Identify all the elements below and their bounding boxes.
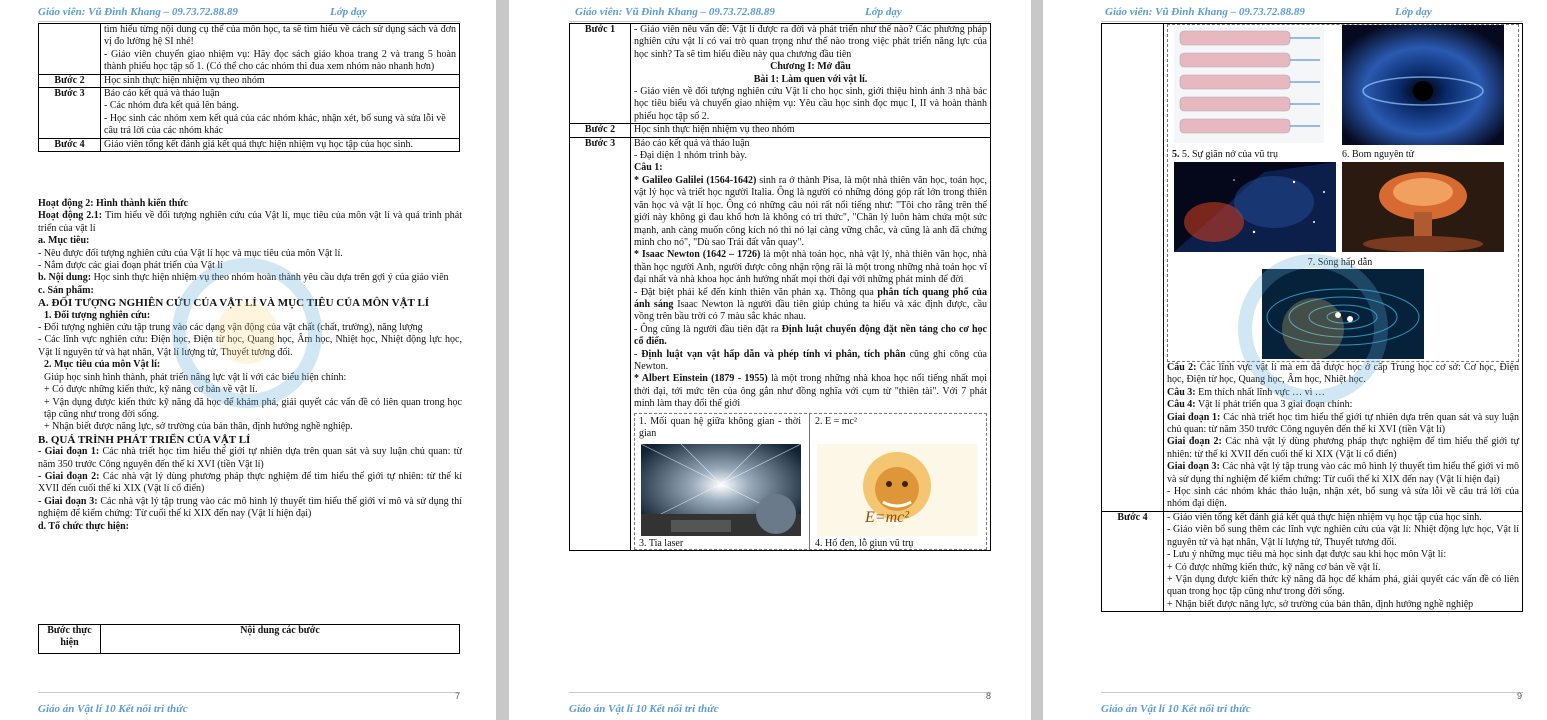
page-footer: Giáo án Vật lí 10 Kết nối tri thức <box>38 703 188 715</box>
page-header <box>38 6 367 18</box>
universe-expansion-image <box>1174 162 1336 252</box>
steps-table <box>569 23 991 551</box>
step-label: Bước 1 <box>570 24 631 124</box>
steps-table-top <box>38 23 460 152</box>
steps-table <box>1101 23 1523 612</box>
step-label: Bước 3 <box>570 137 631 550</box>
caption: 5. 5. Sự giãn nở của vũ trụ <box>1172 149 1278 160</box>
einstein-portrait-image <box>817 444 977 536</box>
header-teacher: Giáo viên: Vũ Đình Khang – 09.73.72.88.89 <box>38 6 238 18</box>
column-header-content: Nội dung các bước <box>101 625 460 654</box>
page-number: 7 <box>455 691 461 701</box>
svg-text:E=mc²: E=mc² <box>865 508 910 526</box>
gravitational-waves-image <box>1262 269 1424 359</box>
table-cell: tìm hiểu từng nội dung cụ thể của môn học, ta sẽ tìm hiểu về cách sử dụng sách và đơn vị đo lường hệ SI nhé! - Giáo viên chuyển giao nhiệm vụ: Hãy đọc sách giáo khoa trang 2 và trang 5 hoàn thành phiếu học tập số 1. (Có thể cho các nhóm thi đua xem nhóm nào nhanh hơn) <box>101 24 460 75</box>
atomic-bomb-image <box>1342 162 1504 252</box>
table-cell: - Giáo viên tổng kết đánh giá kết quả thực hiện nhiệm vụ học tập của học sinh. - Giáo viên bổ sung thêm các lĩnh vực nghiên cứu của vật lí: Nhiệt động lực học, Vật lí nguyên tử và hạt nhân, Vật lí lượng tử, Thuyết tương đối. - Lưu ý những mục tiêu mà học sinh đạt được sau khi học môn Vật lí: + Có được những kiến thức, kỹ năng cơ bản về vật lí. + Vận dụng được kiến thức kỹ năng đã học để khám phá, giải quyết các vấn đề có liên quan trong học tập cũng như trong đời sống. + Nhận biết được năng lực, sở trường của bản thân, định hướng nghề nghiệp <box>1164 511 1523 611</box>
table-cell: Báo cáo kết quả và thảo luận - Đại diện 1 nhóm trình bày. Câu 1: * Galileo Galilei (1564-1642) sinh ra ở thành Pisa, là một nhà thiên văn học, toán học, vật lý học và triết học người Italia. Ông là người có những đóng góp rất lớn trong thiên văn học và vật lí học. Ông có những câu nói rất nổi tiếng như: "Tôi cho rằng trên thế giới này không gì đau khổ hơn là không có tri thức", "Chân lý luôn hàm chứa một sức mạnh, anh càng muốn công kích nó thì nó lại càng vững chắc, và cũng là anh đã chứng minh cho nó", "Dù sao Trái đất vẫn quay". * Isaac Newton (1642 – 1726) là một nhà toán học, nhà vật lý, nhà thiên văn học, nhà thần học người Anh, người được công nhận rộng rãi là một trong những nhà toán học vĩ đại nhất và nhà khoa học ảnh hưởng nhất mọi thời đại với những phát minh để đời - Đặt biệt phải kể đến kính thiên văn phản xạ. Thông qua phân tích quang phổ của ánh sáng Isaac Newton là người đầu tiên giúp chúng ta hiểu và xác định được, cầu vồng trên bầu trời có 7 màu sắc khác nhau. - Ông cũng là người đầu tiên đặt ra Định luật chuyển động đặt nền tảng cho cơ học cổ điển. - Định luật vạn vật hấp dẫn và phép tính vi phân, tích phân cũng ghi công của Newton. * Albert Einstein (1879 - 1955) là một trong những nhà khoa học nổi tiếng nhất mọi thời đại, tới mức tên của ông gắn như đồng nghĩa với cụm từ "thiên tài". Với 7 phát minh làm thay đổi thế giới 1. Mối quan hệ giữa không gian - thời gian 2. E = mc² E=mc² 3. Tia laser 4. Hố đen, lỗ giun vũ trụ <box>631 137 991 550</box>
page-number: 8 <box>986 691 992 701</box>
step-label: Bước 2 <box>570 124 631 137</box>
caption: 1. Mối quan hệ giữa không gian - thời gian <box>639 415 801 439</box>
table-cell: - Giáo viên nêu vấn đề: Vật lí được ra đời và phát triển như thế nào? Các phương pháp nghiên cứu vật lí có vai trò quan trọng như thế nào trong việc phát triển năng lực của học sinh? Ta sẽ tìm hiểu điều này qua chương đầu tiên Chương I: Mở đầu Bài 1: Làm quen với vật lí. - Giáo viên về đối tượng nghiên cứu Vật lí cho học sinh, giới thiệu hình ảnh 3 nhà bác học tiêu biểu và chuyển giao nhiệm vụ: Yêu cầu học sinh đọc mục I, II và hoàn thành phiếu học tập số 2. <box>631 24 991 124</box>
table-cell: Học sinh thực hiện nhiệm vụ theo nhóm <box>631 124 991 137</box>
section-b-title: B. QUÁ TRÌNH PHÁT TRIỂN CỦA VẬT LÍ <box>38 433 251 446</box>
page-8 <box>509 0 1031 720</box>
table-cell: Học sinh thực hiện nhiệm vụ theo nhóm <box>101 74 460 87</box>
page-number: 9 <box>1517 691 1523 701</box>
chapter-title: Chương I: Mở đầu <box>770 61 851 73</box>
page-footer: Giáo án Vật lí 10 Kết nối tri thức <box>1101 703 1251 715</box>
spacetime-tunnel-image <box>641 444 801 536</box>
page-header: Giáo viên: Vũ Đình Khang – 09.73.72.88.89 Lớp dạy <box>575 6 902 18</box>
black-hole-image <box>1342 25 1504 145</box>
laser-tubes-image <box>1174 27 1324 143</box>
header-rule <box>38 21 460 22</box>
step-label: Bước 4 <box>1102 511 1164 611</box>
page-footer: Giáo án Vật lí 10 Kết nối tri thức <box>569 703 719 715</box>
table-cell: Giáo viên tổng kết đánh giá kết quả thực hiện nhiệm vụ học tập của học sinh. <box>101 138 460 151</box>
step-label: Bước 3 <box>39 88 101 139</box>
steps-table-header <box>38 624 460 654</box>
step-label: Bước 4 <box>39 138 101 151</box>
table-cell: Báo cáo kết quả và thảo luận - Các nhóm đưa kết quả lên bảng. - Học sinh các nhóm xem kết quả của các nhóm khác, nhận xét, bổ sung và sửa lỗi về câu trả lời của các nhóm khác <box>101 88 460 139</box>
page-header: Giáo viên: Vũ Đình Khang – 09.73.72.88.89 Lớp dạy <box>1105 6 1432 18</box>
caption: 3. Tia laser <box>639 537 684 549</box>
caption: 7. Sóng hấp dẫn <box>1307 257 1373 268</box>
inventions-grid <box>634 413 987 550</box>
inventions-grid-continued <box>1167 24 1519 362</box>
step-label: Bước 2 <box>39 74 101 87</box>
caption: 6. Bom nguyên tử <box>1342 149 1415 160</box>
lesson-title: Bài 1: Làm quen với vật lí. <box>753 73 868 85</box>
caption: 4. Hố đen, lỗ giun vũ trụ <box>815 537 914 549</box>
table-cell: 5. 5. Sự giãn nở của vũ trụ 6. Bom nguyên tử 7. Sóng hấp dẫn Câu 2: Các lĩnh vực vật lí mà em đã được học ở cấp Trung học cơ sở: Cơ học, Điện học, Điện từ học, Quang học, Âm học, Nhiệt học. Câu 3: Em thích nhất lĩnh vực … vì … Câu 4: Vật lí phát triển qua 3 giai đoạn chính: Giai đoạn 1: Các nhà triết học tìm hiểu thế giới tự nhiên dựa trên quan sát và suy luận chủ quan: từ năm 350 trước Công nguyên đến thế kỉ XVI (tiền Vật lí) Giai đoạn 2: Các nhà vật lý dùng phương pháp thực nghiệm để tìm hiểu thế giới tự nhiên: từ thế kỉ XVII đến cuối thế kỉ XIX (Vật lí cổ điển) Giai đoạn 3: Các nhà vật lý tập trung vào các mô hình lý thuyết tìm hiểu thế giới vi mô và sử dụng thí nghiệm để kiểm chứng: Từ cuối thế kỉ XIX đến nay (Vật lí hiện đại) - Học sinh các nhóm khác thảo luận, nhận xét, bổ sung và sửa lỗi về câu trả lời của nhóm đại diện. <box>1164 24 1523 512</box>
caption: 2. E = mc² <box>815 415 857 427</box>
page7-body: Hoạt động 2: Hình thành kiến thức Hoạt động 2.1: Tìm hiểu về đối tượng nghiên cứu của Vật lí, mục tiêu của môn vật lí và quá trình phát triển của vật lí a. Mục tiêu: - Nêu được đối tượng nghiên cứu của Vật lí học và mục tiêu của môn Vật lí. - Nắm được các giai đoạn phát triển của Vật lí b. Nội dung: Học sinh thực hiện nhiệm vụ theo nhóm hoàn thành yêu cầu dựa trên gợi ý của giáo viên c. Sản phẩm: A. ĐỐI TƯỢNG NGHIÊN CỨU CỦA VẬT LÍ VÀ MỤC TIÊU CỦA MÔN VẬT LÍ 1. Đối tượng nghiên cứu: - Đối tượng nghiên cứu tập trung vào các dạng vận động của vật chất (chất, trường), năng lượng - Các lĩnh vực nghiên cứu: Điện học, Điện từ học, Quang học, Âm học, Nhiệt học, Nhiệt động lực học, Vật lí nguyên tử và hạt nhân, Vật lí lượng tử, Thuyết tương đối. 2. Mục tiêu của môn Vật lí: Giúp học sinh hình thành, phát triển năng lực vật lí với các biểu hiện chính: + Có được những kiến thức, kỹ năng cơ bản về vật lí. + Vận dụng được kiến thức kỹ năng đã học để khám phá, giải quyết các vấn đề có liên quan trong học tập cũng như trong đời sống. + Nhận biết được năng lực, sở trường của bản thân, định hướng nghề nghiệp. B. QUÁ TRÌNH PHÁT TRIỂN CỦA VẬT LÍ - Giai đoạn 1: Các nhà triết học tìm hiểu thế giới tự nhiên dựa trên quan sát và suy luận chủ quan: từ năm 350 trước Công nguyên đến thế kỉ XVI (tiền Vật lí) - Giai đoạn 2: Các nhà vật lý dùng phương pháp thực nghiệm để tìm hiểu thế giới tự nhiên: từ thế kỉ XVII đến cuối thế kỉ XIX (Vật lí cổ điển) - Giai đoạn 3: Các nhà vật lý tập trung vào các mô hình lý thuyết tìm hiểu thế giới vi mô và sử dụng thí nghiệm để kiểm chứng: Từ cuối thế kỉ XIX đến nay (Vật lí hiện đại) d. Tổ chức thực hiện: <box>38 198 462 532</box>
column-header-step: Bước thực hiện <box>39 625 101 654</box>
page-9 <box>1043 0 1547 720</box>
section-a-title: A. ĐỐI TƯỢNG NGHIÊN CỨU CỦA VẬT LÍ VÀ MỤC TIÊU CỦA MÔN VẬT LÍ <box>38 297 430 310</box>
header-class: Lớp dạy <box>330 6 367 18</box>
page-7 <box>0 0 496 720</box>
